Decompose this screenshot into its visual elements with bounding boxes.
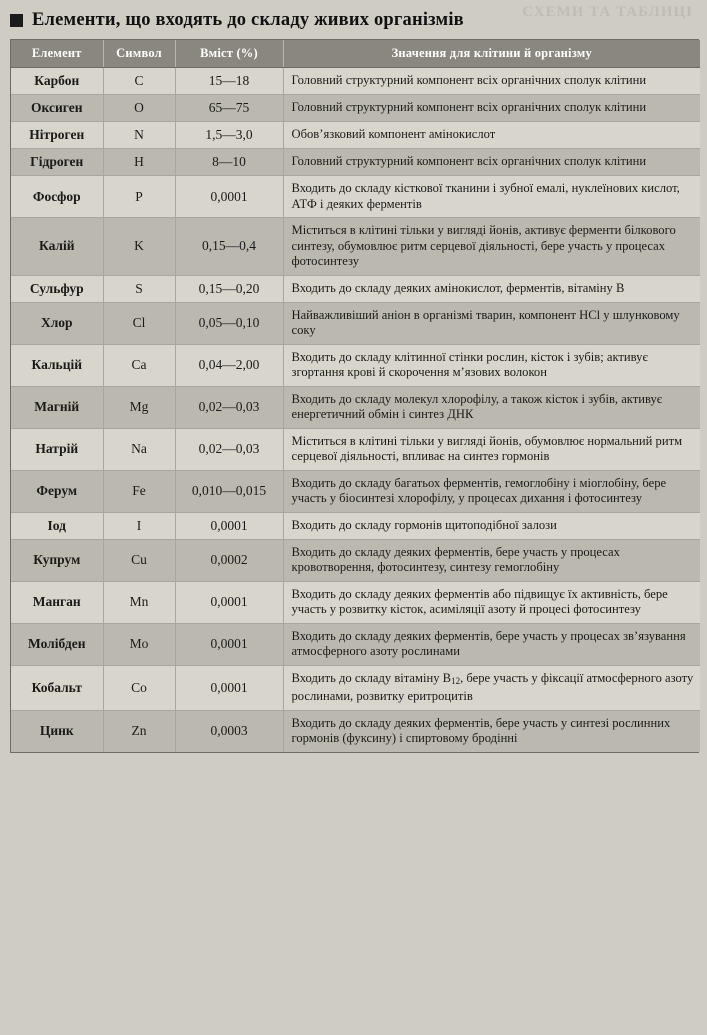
cell-symbol: Mg	[103, 386, 175, 428]
cell-element: Манган	[11, 581, 103, 623]
cell-symbol: S	[103, 275, 175, 302]
cell-meaning: Найважливіший аніон в організмі тварин, компонент НСl у шлунковому соку	[283, 302, 700, 344]
cell-content-percent: 0,02—0,03	[175, 428, 283, 470]
page-title-text: Елементи, що входять до складу живих організмів	[32, 10, 464, 30]
cell-element: Гідроген	[11, 149, 103, 176]
table-row	[11, 218, 700, 276]
cell-content-percent: 15—18	[175, 68, 283, 95]
cell-meaning: Головний структурний компонент всіх органічних сполук клітини	[283, 95, 700, 122]
cell-element: Ферум	[11, 470, 103, 512]
cell-content-percent: 0,0001	[175, 176, 283, 218]
cell-symbol: I	[103, 512, 175, 539]
table-row	[11, 68, 700, 95]
cell-element: Кобальт	[11, 665, 103, 710]
cell-element: Калій	[11, 218, 103, 276]
cell-symbol: C	[103, 68, 175, 95]
cell-symbol: P	[103, 176, 175, 218]
cell-content-percent: 0,0003	[175, 710, 283, 752]
cell-element: Карбон	[11, 68, 103, 95]
cell-content-percent: 0,0001	[175, 623, 283, 665]
table-row	[11, 149, 700, 176]
elements-table	[11, 40, 700, 752]
table-row	[11, 95, 700, 122]
cell-symbol: Na	[103, 428, 175, 470]
cell-content-percent: 0,0001	[175, 512, 283, 539]
cell-meaning: Входить до складу деяких ферментів, бере участь у процесах кровотворення, фотосинтезу, синтезу гемоглобіну	[283, 539, 700, 581]
table-row	[11, 665, 700, 710]
background-ghost-text: СХЕМИ ТА ТАБЛИЦІ	[522, 4, 693, 20]
table-header	[11, 40, 700, 68]
cell-symbol: Mn	[103, 581, 175, 623]
cell-meaning: Входить до складу багатьох ферментів, гемоглобіну і міоглобіну, бере участь у біосинтезі хлорофілу, у процесах дихання і фотосинтезу	[283, 470, 700, 512]
table-row	[11, 176, 700, 218]
table-row	[11, 539, 700, 581]
table-row	[11, 344, 700, 386]
cell-meaning: Входить до складу деяких ферментів або підвищує їх активність, бере участь у розвитку кісток, асиміляції азоту й процесі фотосинтезу	[283, 581, 700, 623]
cell-content-percent: 0,0001	[175, 581, 283, 623]
cell-content-percent: 0,04—2,00	[175, 344, 283, 386]
cell-element: Фосфор	[11, 176, 103, 218]
cell-content-percent: 0,0001	[175, 665, 283, 710]
cell-element: Оксиген	[11, 95, 103, 122]
cell-content-percent: 65—75	[175, 95, 283, 122]
cell-element: Нітроген	[11, 122, 103, 149]
cell-meaning: Входить до складу кісткової тканини і зубної емалі, нуклеїнових кислот, АТФ і деяких ферментів	[283, 176, 700, 218]
table-row	[11, 275, 700, 302]
cell-content-percent: 0,0002	[175, 539, 283, 581]
cell-symbol: Mo	[103, 623, 175, 665]
cell-element: Магній	[11, 386, 103, 428]
table-row	[11, 302, 700, 344]
cell-meaning: Входить до складу клітинної стінки рослин, кісток і зубів; активує згортання крові й скорочення м’язових волокон	[283, 344, 700, 386]
table-row	[11, 470, 700, 512]
cell-symbol: Co	[103, 665, 175, 710]
page-title	[0, 0, 707, 39]
cell-element: Натрій	[11, 428, 103, 470]
cell-symbol: H	[103, 149, 175, 176]
cell-meaning: Головний структурний компонент всіх органічних сполук клітини	[283, 149, 700, 176]
cell-content-percent: 8—10	[175, 149, 283, 176]
cell-element: Купрум	[11, 539, 103, 581]
cell-content-percent: 0,15—0,4	[175, 218, 283, 276]
column-header-content: Вміст (%)	[175, 40, 283, 68]
table-row	[11, 122, 700, 149]
table-row	[11, 710, 700, 752]
cell-element: Іод	[11, 512, 103, 539]
cell-meaning: Входить до складу деяких ферментів, бере участь у синтезі рослинних гормонів (фуксину) і спиртовому бродінні	[283, 710, 700, 752]
cell-symbol: N	[103, 122, 175, 149]
column-header-element: Елемент	[11, 40, 103, 68]
cell-meaning: Входить до складу деяких ферментів, бере участь у процесах зв’язування атмосферного азоту рослинами	[283, 623, 700, 665]
cell-symbol: O	[103, 95, 175, 122]
cell-symbol: Cl	[103, 302, 175, 344]
table-row	[11, 581, 700, 623]
cell-content-percent: 0,02—0,03	[175, 386, 283, 428]
cell-content-percent: 0,010—0,015	[175, 470, 283, 512]
cell-meaning: Входить до складу деяких амінокислот, ферментів, вітаміну В	[283, 275, 700, 302]
cell-element: Сульфур	[11, 275, 103, 302]
table-row	[11, 428, 700, 470]
elements-table-container	[10, 39, 699, 753]
cell-symbol: Zn	[103, 710, 175, 752]
table-header-row	[11, 40, 700, 68]
table-row	[11, 512, 700, 539]
cell-element: Молібден	[11, 623, 103, 665]
cell-meaning: Входить до складу гормонів щитоподібної залози	[283, 512, 700, 539]
cell-meaning: Обов’язковий компонент амінокислот	[283, 122, 700, 149]
column-header-meaning: Значення для клітини й організму	[283, 40, 700, 68]
cell-symbol: Ca	[103, 344, 175, 386]
cell-symbol: Cu	[103, 539, 175, 581]
table-row	[11, 386, 700, 428]
cell-meaning: Міститься в клітині тільки у вигляді йонів, активує ферменти білкового синтезу, обумовлює ритм серцевої діяльності, бере участь у процесах фотосинтезу	[283, 218, 700, 276]
bullet-square-icon	[10, 14, 23, 27]
cell-element: Хлор	[11, 302, 103, 344]
cell-symbol: Fe	[103, 470, 175, 512]
cell-content-percent: 0,05—0,10	[175, 302, 283, 344]
cell-content-percent: 0,15—0,20	[175, 275, 283, 302]
cell-symbol: K	[103, 218, 175, 276]
cell-element: Цинк	[11, 710, 103, 752]
cell-meaning: Міститься в клітині тільки у вигляді йонів, обумовлює нормальний ритм серцевої діяльності, впливає на синтез гормонів	[283, 428, 700, 470]
cell-content-percent: 1,5—3,0	[175, 122, 283, 149]
table-row	[11, 623, 700, 665]
column-header-symbol: Символ	[103, 40, 175, 68]
cell-meaning: Входить до складу молекул хлорофілу, а також кісток і зубів, активує енергетичний обмін і синтез ДНК	[283, 386, 700, 428]
cell-element: Кальцій	[11, 344, 103, 386]
cell-meaning: Головний структурний компонент всіх органічних сполук клітини	[283, 68, 700, 95]
table-body	[11, 68, 700, 752]
cell-meaning: Входить до складу вітаміну $В_{12}$, бере участь у фіксації атмосферного азоту рослинами, розвитку еритроцитів	[283, 665, 700, 710]
